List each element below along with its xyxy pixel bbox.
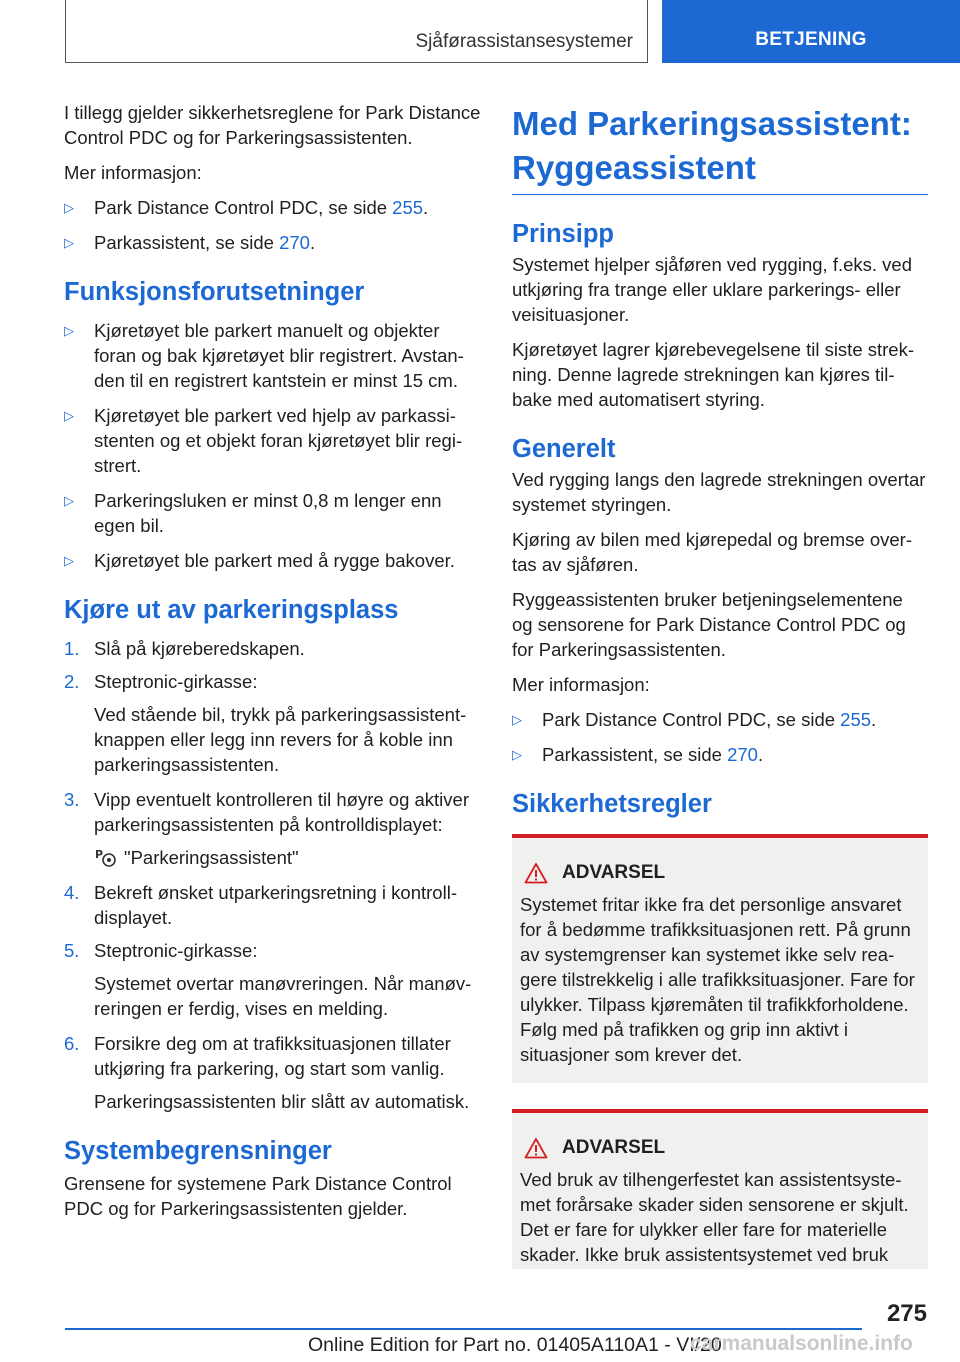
header-section-box xyxy=(65,0,648,63)
step-item: 4. Bekreft ønsket utparkeringsretning i kontrolldisplayet. xyxy=(64,882,457,928)
page-title: Med Parkeringsassistent: Ryggeassistent xyxy=(512,102,928,195)
list-item: ▷ Kjøretøyet ble parkert manuelt og objekter foran og bak kjøretøyet blir registrert. Avstanden til en registrert kantstein er minst 15 cm. xyxy=(64,320,464,391)
heading-limits: Systembegrensninger xyxy=(64,1137,332,1165)
page-link[interactable]: 255 xyxy=(840,709,872,730)
warning-box xyxy=(512,834,928,1083)
page-number: 275 xyxy=(886,1300,927,1327)
parking-assistant-icon xyxy=(94,847,116,867)
list-item: ▷ Park Distance Control PDC, se side 255. xyxy=(64,197,429,218)
warning-triangle-icon xyxy=(524,862,548,884)
list-item: ▷ Parkassistent, se side 270. xyxy=(512,744,764,765)
heading-exit: Kjøre ut av parkeringsplass xyxy=(64,596,399,624)
list-item: ▷ Parkeringsluken er minst 0,8 m lenger enn egen bil. xyxy=(64,490,442,536)
triangle-right-icon: ▷ xyxy=(512,747,522,762)
paragraph: Systemet hjelper sjåføren ved rygging, f.eks. ved utkjøring fra trange eller uklare parkerings- eller veisituasjoner. xyxy=(512,254,912,325)
page-link[interactable]: 270 xyxy=(727,744,758,765)
step-detail: Parkeringsassistenten blir slått av automatisk. xyxy=(94,1091,470,1112)
page-link[interactable]: 270 xyxy=(279,232,310,253)
warning-text: Ved bruk av tilhengerfestet kan assistentsystemet forårsake skader siden sensorene er skjult. Det er fare for ulykker eller fare for materielle skader. Ikke bruk assistentsystemet ved bruk xyxy=(520,1169,909,1265)
step-detail: Systemet overtar manøvreringen. Når manøvreringen er ferdig, vises en melding. xyxy=(94,973,472,1019)
right-column xyxy=(512,100,928,1269)
triangle-right-icon: ▷ xyxy=(64,200,74,215)
intro-text: I tillegg gjelder sikkerhetsreglene for Park Distance Control PDC og for Parkeringsassistenten. xyxy=(64,102,481,148)
list-item: ▷ Kjøretøyet ble parkert med å rygge bakover. xyxy=(64,550,455,571)
more-info-label: Mer informasjon: xyxy=(64,162,202,183)
heading-requirements: Funksjonsforutsetninger xyxy=(64,278,365,306)
page-link[interactable]: 255 xyxy=(392,197,424,218)
step-item: 6. Forsikre deg om at trafikksituasjonen tillater utkjøring fra parkering, og start som vanlig. xyxy=(64,1033,451,1079)
list-item: ▷ Kjøretøyet ble parkert ved hjelp av parkassistenten og et objekt foran kjøretøyet blir registrert. xyxy=(64,405,463,476)
heading-general: Generelt xyxy=(512,435,616,463)
step-item: 1. Slå på kjøreberedskapen. xyxy=(64,638,305,659)
limits-text: Grensene for systemene Park Distance Control PDC og for Parkeringsassistenten gjelder. xyxy=(64,1173,452,1219)
step-item: 2. Steptronic-girkasse: xyxy=(64,671,258,692)
warning-box xyxy=(512,1109,928,1269)
list-item: ▷ Parkassistent, se side 270. xyxy=(64,232,316,253)
footer-edition: Online Edition for Part no. 01405A110A1 - VI/20 xyxy=(308,1334,722,1356)
paragraph: Ryggeassistenten bruker betjeningselementene og sensorene for Park Distance Control PDC og for Parkeringsassistenten. xyxy=(512,589,906,660)
svg-text:P: P xyxy=(95,848,104,861)
step-item: 5. Steptronic-girkasse: xyxy=(64,940,258,961)
step-detail: Ved stående bil, trykk på parkeringsassistentknappen eller legg inn revers for å koble inn parkeringsassistenten. xyxy=(94,704,467,775)
step-detail: P "Parkeringsassistent" xyxy=(95,847,299,868)
heading-principle: Prinsipp xyxy=(512,220,615,248)
warning-text: Systemet fritar ikke fra det personlige ansvaret for å bedømme trafikksituasjonen rett. På grunn av systemgrenser kan systemet ikke selv reagere tilstrekkelig i alle trafikksituasjoner. Fare for ulykker. Tilpass kjøremåten til trafikkforholdene. Følg med på trafikken og grip inn aktivt i situasjoner som krever det. xyxy=(520,894,915,1065)
paragraph: Kjøretøyet lagrer kjørebevegelsene til siste strekning. Denne lagrede strekningen kan kjøres tilbake med automatisert styring. xyxy=(512,339,915,410)
triangle-right-icon: ▷ xyxy=(64,235,74,250)
header-section-title: Sjåførassistansesystemer xyxy=(415,31,633,52)
triangle-right-icon: ▷ xyxy=(64,553,74,568)
warning-title: ADVARSEL xyxy=(562,1137,666,1158)
left-column xyxy=(64,100,482,1231)
triangle-right-icon: ▷ xyxy=(64,323,74,338)
triangle-right-icon: ▷ xyxy=(64,408,74,423)
paragraph: Kjøring av bilen med kjørepedal og bremse overtas av sjåføren. xyxy=(512,529,912,575)
paragraph: Ved rygging langs den lagrede strekningen overtar systemet styringen. xyxy=(512,469,926,515)
heading-safety: Sikkerhetsregler xyxy=(512,790,712,818)
warning-title: ADVARSEL xyxy=(562,862,666,883)
triangle-right-icon: ▷ xyxy=(512,712,522,727)
header-tab[interactable]: BETJENING xyxy=(662,0,960,63)
footer-divider xyxy=(65,1328,862,1330)
warning-triangle-icon xyxy=(524,1137,548,1159)
step-item: 3. Vipp eventuelt kontrolleren til høyre og aktiver parkeringsassistenten på kontrolldisplayet: xyxy=(64,789,469,835)
list-item: ▷ Park Distance Control PDC, se side 255. xyxy=(512,709,877,730)
triangle-right-icon: ▷ xyxy=(64,493,74,508)
watermark: carmanualsonline.info xyxy=(690,1332,913,1355)
more-info-label: Mer informasjon: xyxy=(512,674,650,695)
